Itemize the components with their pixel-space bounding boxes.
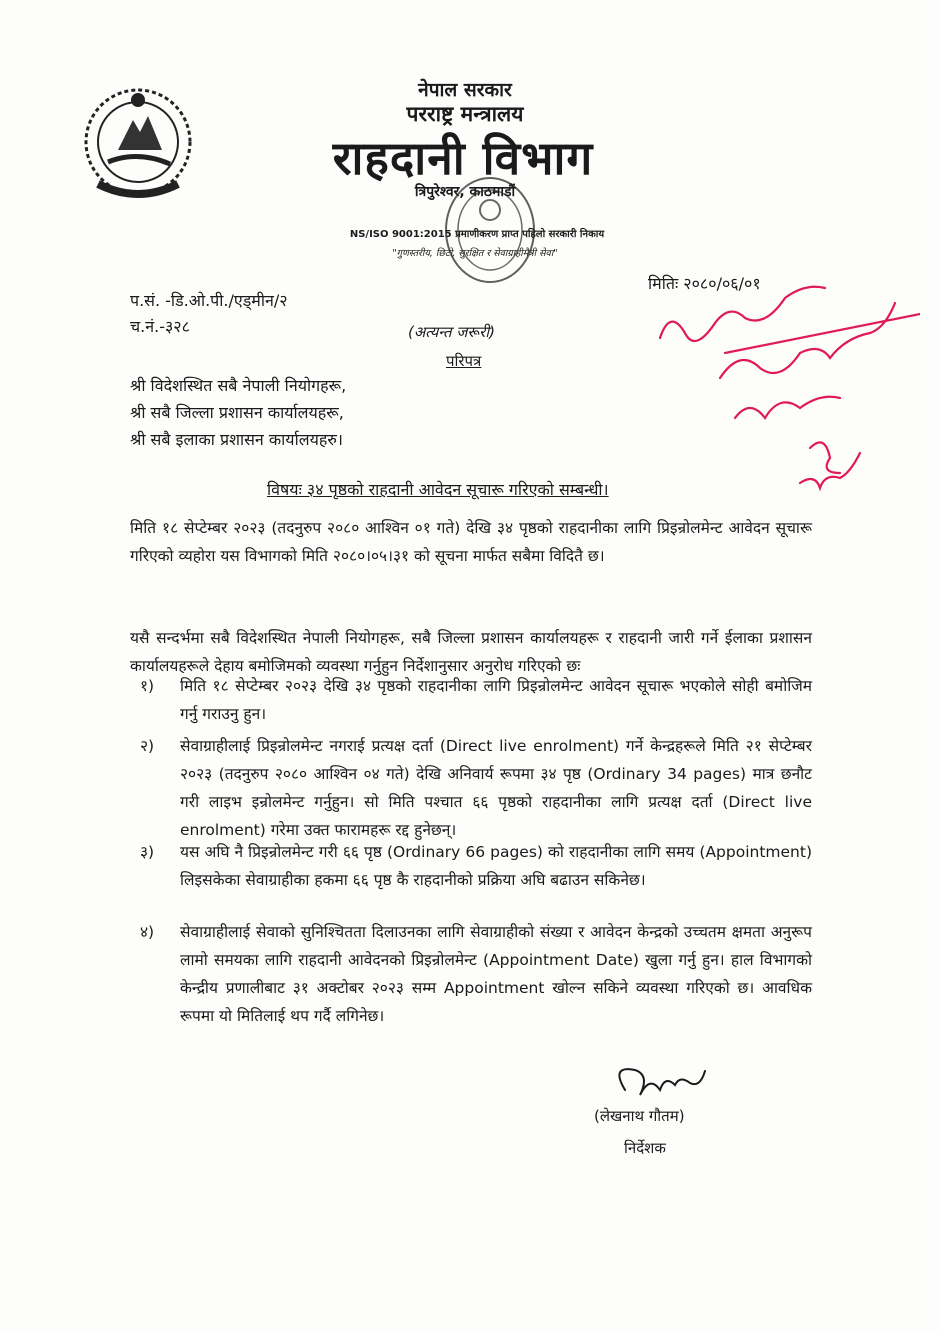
ministry-name: परराष्ट्र मन्त्रालय — [406, 102, 524, 126]
list-item-number: २) — [140, 737, 155, 755]
list-item — [140, 838, 812, 894]
office-stamp-icon — [440, 170, 540, 290]
list-item-number: ३) — [140, 843, 155, 861]
department-location: त्रिपुरेश्वर, काठमाडौं — [414, 184, 516, 200]
list-item-text: सेवाग्राहीलाई प्रिइन्रोलमेन्ट नगराई प्रत्यक्ष दर्ता (Direct live enrolment) गर्ने केन्द्रहरूले मिति २१ सेप्टेम्बर २०२३ (तदनुरुप २०८० आश्विन ०४ गते) देखि अनिवार्य रूपमा ३४ पृष्ठ (Ordinary 34 pages) मात्र छनौट गरी लाइभ इन्रोलमेन्ट गर्नुहुन। सो मिति पश्चात ६६ पृष्ठको राहदानीका लागि प्रत्यक्ष दर्ता (Direct live enrolment) गरेमा उक्त फारामहरू रद्द हुनेछन्। — [180, 737, 812, 839]
dispatch-number: च.नं.-३२८ — [130, 317, 190, 336]
letter-subject: विषयः ३४ पृष्ठको राहदानी आवेदन सूचारू गरिएको सम्बन्धी। — [267, 480, 609, 499]
department-motto: "गुणस्तरीय, छिटो, सुरक्षित र सेवाग्राहीमैत्री सेवा" — [392, 248, 558, 259]
list-item-number: ४) — [140, 923, 155, 941]
recipient-line: श्री विदेशस्थित सबै नेपाली नियोगहरू, — [130, 376, 347, 395]
recipient-line: श्री सबै इलाका प्रशासन कार्यालयहरु। — [130, 430, 343, 449]
list-item-text: यस अघि नै प्रिइन्रोलमेन्ट गरी ६६ पृष्ठ (Ordinary 66 pages) को राहदानीका लागि समय (Appointment) लिइसकेका सेवाग्राहीका हकमा ६६ पृष्ठ कै राहदानीको प्रक्रिया अघि बढाउन सकिनेछ। — [180, 843, 812, 889]
recipient-line: श्री सबै जिल्ला प्रशासन कार्यालयहरू, — [130, 403, 344, 422]
list-item — [140, 732, 812, 844]
handwritten-annotation-icon — [640, 268, 920, 518]
recipients — [130, 372, 346, 453]
letter-date: मितिः २०८०/०६/०१ — [648, 274, 761, 293]
department-name: राहदानी विभाग — [332, 131, 594, 185]
reference-number: प.सं. -डि.ओ.पी./एड्मीन/२ — [130, 291, 288, 310]
government-name: नेपाल सरकार — [418, 79, 512, 101]
list-item-text: सेवाग्राहीलाई सेवाको सुनिश्चितता दिलाउनका लागि सेवाग्राहीको संख्या र आवेदन केन्द्रको उच्चतम क्षमता अनुरूप लामो समयका लागि राहदानी आवेदनको प्रिइन्रोलमेन्ट (Appointment Date) खुला गर्नु हुन। हाल विभागको केन्द्रीय प्रणालीबाट ३१ अक्टोबर २०२३ सम्म Appointment खोल्न सकिने व्यवस्था गरिएको छ। आवधिक रूपमा यो मितिलाई थप गर्दै लगिनेछ। — [180, 923, 812, 1025]
priority-label: (अत्यन्त जरूरी) — [408, 323, 495, 341]
list-item-text: मिति १८ सेप्टेम्बर २०२३ देखि ३४ पृष्ठको राहदानीका लागि प्रिइन्रोलमेन्ट आवेदन सूचारू भएकोले सोही बमोजिम गर्नु गराउनु हुन। — [180, 677, 812, 723]
nepal-emblem-icon — [78, 80, 198, 208]
list-item-number: १) — [140, 677, 155, 695]
list-item — [140, 672, 812, 728]
paragraph-intro: मिति १८ सेप्टेम्बर २०२३ (तदनुरुप २०८० आश्विन ०१ गते) देखि ३४ पृष्ठको राहदानीका लागि प्रिइन्रोलमेन्ट आवेदन सूचारू गरिएको व्यहोरा यस विभागको मिति २०८०।०५।३१ को सूचना मार्फत सबैमा विदितै छ। — [130, 519, 812, 565]
reference-block — [130, 288, 288, 340]
signatory-title: निर्देशक — [624, 1139, 666, 1157]
circular-label: परिपत्र — [446, 352, 482, 370]
paragraph-request: यसै सन्दर्भमा सबै विदेशस्थित नेपाली नियोगहरू, सबै जिल्ला प्रशासन कार्यालयहरू र राहदानी जारी गर्ने ईलाका प्रशासन कार्यालयहरूले देहाय बमोजिमको व्यवस्था गर्नुहुन निर्देशानुसार अनुरोध गरिएको छः — [130, 629, 812, 675]
iso-certification: NS/ISO 9001:2015 प्रमाणीकरण प्राप्त पहिलो सरकारी निकाय — [349, 229, 605, 240]
list-item — [140, 918, 812, 1030]
signatory-name: (लेखनाथ गौतम) — [594, 1107, 685, 1125]
signature-icon — [600, 1060, 710, 1110]
